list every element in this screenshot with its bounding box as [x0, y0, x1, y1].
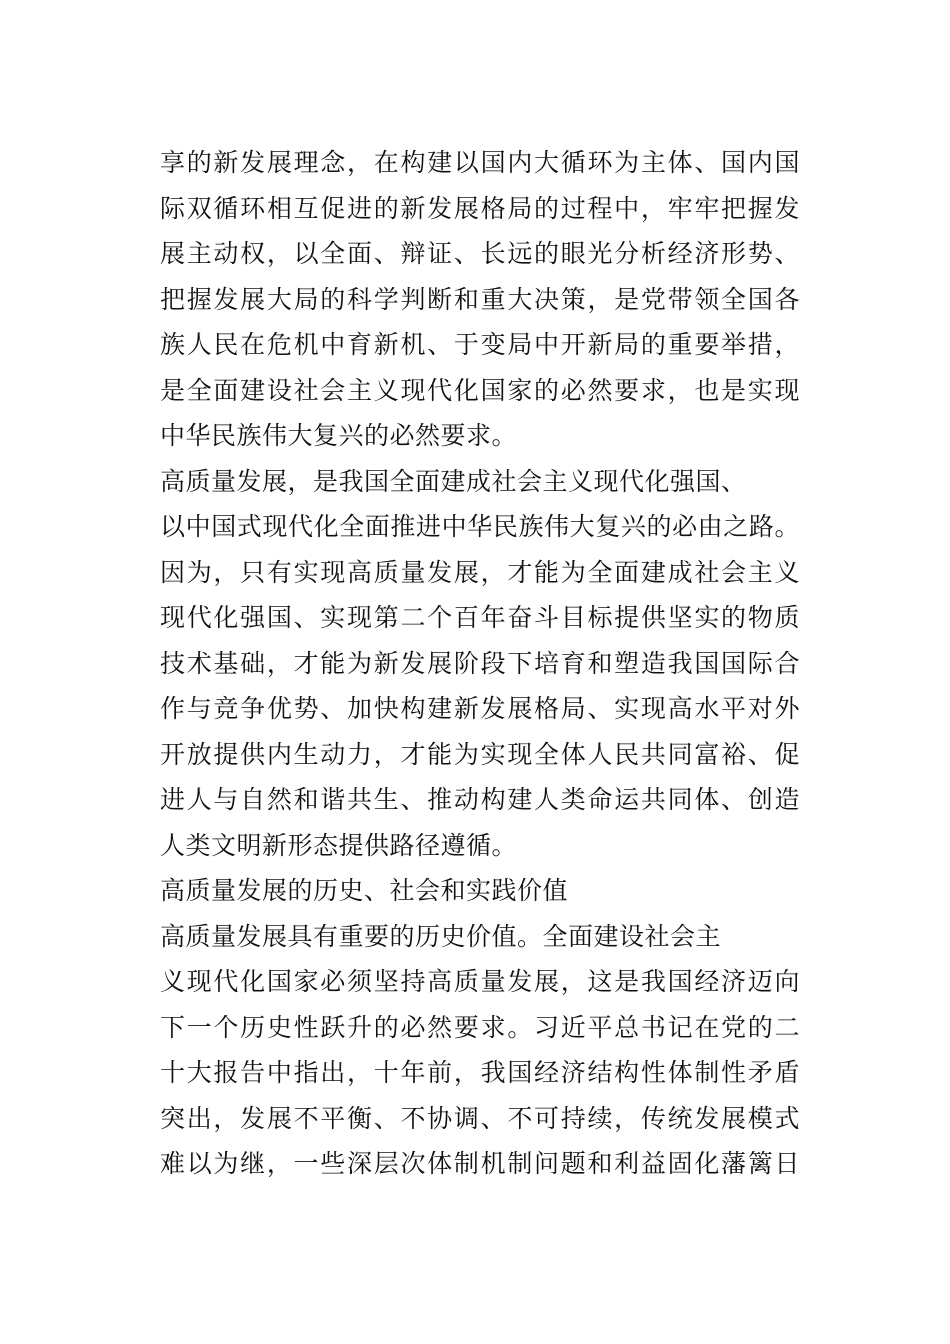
text-line: 因为，只有实现高质量发展，才能为全面建成社会主义 [160, 557, 800, 587]
text-line: 把握发展大局的科学判断和重大决策，是党带领全国各 [160, 284, 800, 314]
text-line: 是全面建设社会主义现代化国家的必然要求，也是实现 [160, 375, 800, 405]
paragraph-start-line: 高质量发展具有重要的历史价值。全面建设社会主 [160, 921, 722, 951]
text-line: 际双循环相互促进的新发展格局的过程中，牢牢把握发 [160, 193, 800, 223]
text-line: 族人民在危机中育新机、于变局中开新局的重要举措， [160, 330, 800, 359]
text-line: 以中国式现代化全面推进中华民族伟大复兴的必由之路。 [160, 512, 800, 541]
text-line: 现代化强国、实现第二个百年奋斗目标提供坚实的物质 [160, 603, 800, 632]
text-line: 中华民族伟大复兴的必然要求。 [160, 421, 518, 450]
text-line: 开放提供内生动力，才能为实现全体人民共同富裕、促 [160, 739, 800, 769]
text-line: 展主动权，以全面、辩证、长远的眼光分析经济形势、 [160, 239, 800, 268]
text-line: 作与竞争优势、加快构建新发展格局、实现高水平对外 [160, 694, 800, 723]
text-line: 十大报告中指出，十年前，我国经济结构性体制性矛盾 [160, 1058, 800, 1087]
section-heading: 高质量发展的历史、社会和实践价值 [160, 876, 569, 905]
text-line: 义现代化国家必须坚持高质量发展，这是我国经济迈向 [160, 967, 800, 996]
text-line: 进人与自然和谐共生、推动构建人类命运共同体、创造 [160, 785, 800, 814]
body-text [160, 140, 800, 1187]
paragraph-start-line: 高质量发展，是我国全面建成社会主义现代化强国、 [160, 466, 747, 496]
text-line: 突出，发展不平衡、不协调、不可持续，传统发展模式 [160, 1103, 800, 1133]
text-line: 下一个历史性跃升的必然要求。习近平总书记在党的二 [160, 1012, 800, 1042]
text-line: 技术基础，才能为新发展阶段下培育和塑造我国国际合 [160, 648, 800, 678]
text-line: 难以为继，一些深层次体制机制问题和利益固化藩篱日 [160, 1149, 800, 1178]
text-line: 享的新发展理念，在构建以国内大循环为主体、国内国 [160, 148, 800, 177]
text-line: 人类文明新形态提供路径遵循。 [160, 830, 518, 860]
